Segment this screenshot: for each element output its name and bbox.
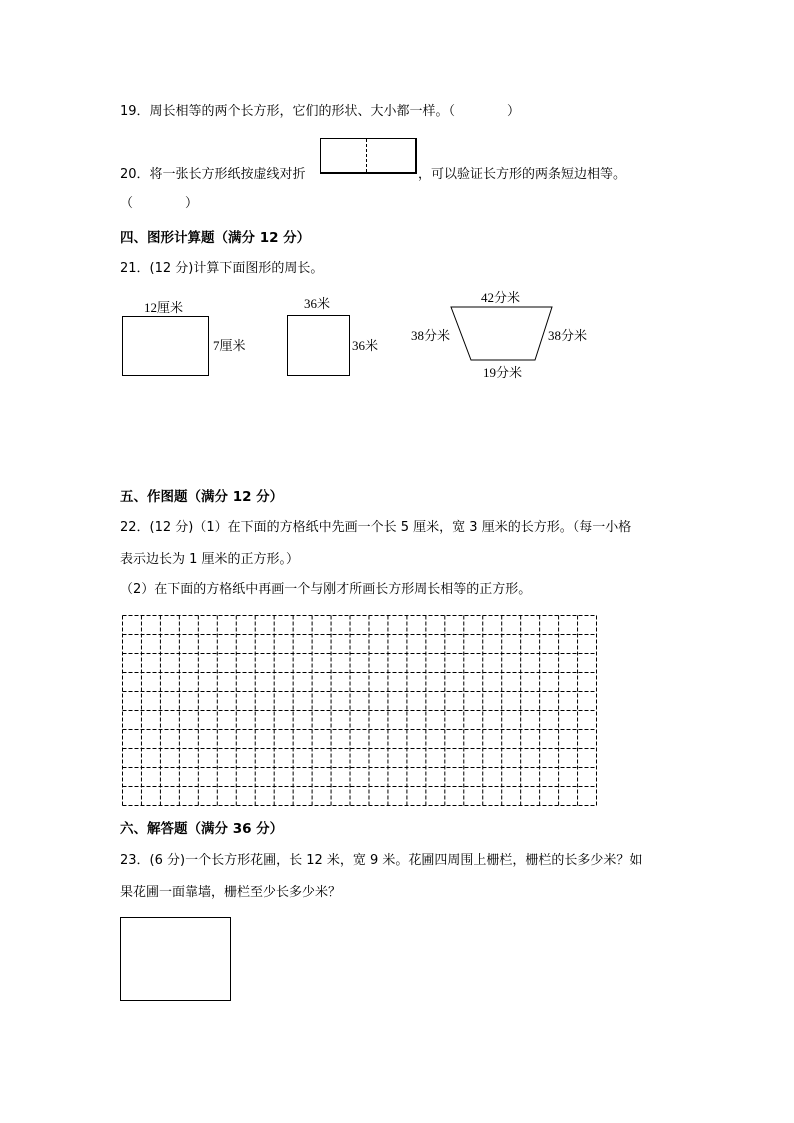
section-4-title: 四、图形计算题（满分 12 分）: [120, 230, 311, 246]
trapezoid-figure: [451, 307, 552, 360]
question-20-text-cont: ，可以验证长方形的两条短边相等。: [418, 167, 627, 182]
square-right-label: 36米: [352, 338, 379, 353]
section-6-title: 六、解答题（满分 36 分）: [120, 821, 284, 837]
trapezoid-top-label: 42分米: [481, 290, 521, 305]
rectangle-figure: [123, 317, 209, 376]
question-21: 21．(12 分)计算下面图形的周长。: [120, 261, 324, 276]
question-20-text: 20．将一张长方形纸按虚线对折: [120, 167, 306, 182]
question-19: 19．周长相等的两个长方形，它们的形状、大小都一样。（ ）: [120, 104, 521, 119]
question-22-line2: 表示边长为 1 厘米的正方形。）: [120, 552, 300, 567]
answer-box: [121, 918, 231, 1001]
trapezoid-left-label: 38分米: [411, 328, 451, 343]
trapezoid-right-label: 38分米: [548, 328, 588, 343]
square-top-label: 36米: [304, 296, 331, 311]
rect-right-label: 7厘米: [213, 338, 246, 353]
trapezoid-bottom-label: 19分米: [483, 365, 523, 380]
question-22-line1: 22．(12 分)（1）在下面的方格纸中先画一个长 5 厘米，宽 3 厘米的长方形。（每一小格: [120, 520, 632, 535]
square-grid: [123, 616, 597, 806]
rect-top-label: 12厘米: [144, 300, 184, 315]
square-figure: [288, 316, 350, 376]
question-23-line2: 果花圃一面靠墙，栅栏至少长多少米？: [120, 885, 342, 900]
question-23-line1: 23．(6 分)一个长方形花圃，长 12 米，宽 9 米。花圃四周围上栅栏，栅栏的长多少米？如: [120, 853, 643, 868]
question-20-answer: （ ）: [120, 196, 199, 211]
section-5-title: 五、作图题（满分 12 分）: [120, 489, 284, 505]
question-22-line3: （2）在下面的方格纸中再画一个与刚才所画长方形周长相等的正方形。: [120, 582, 532, 597]
